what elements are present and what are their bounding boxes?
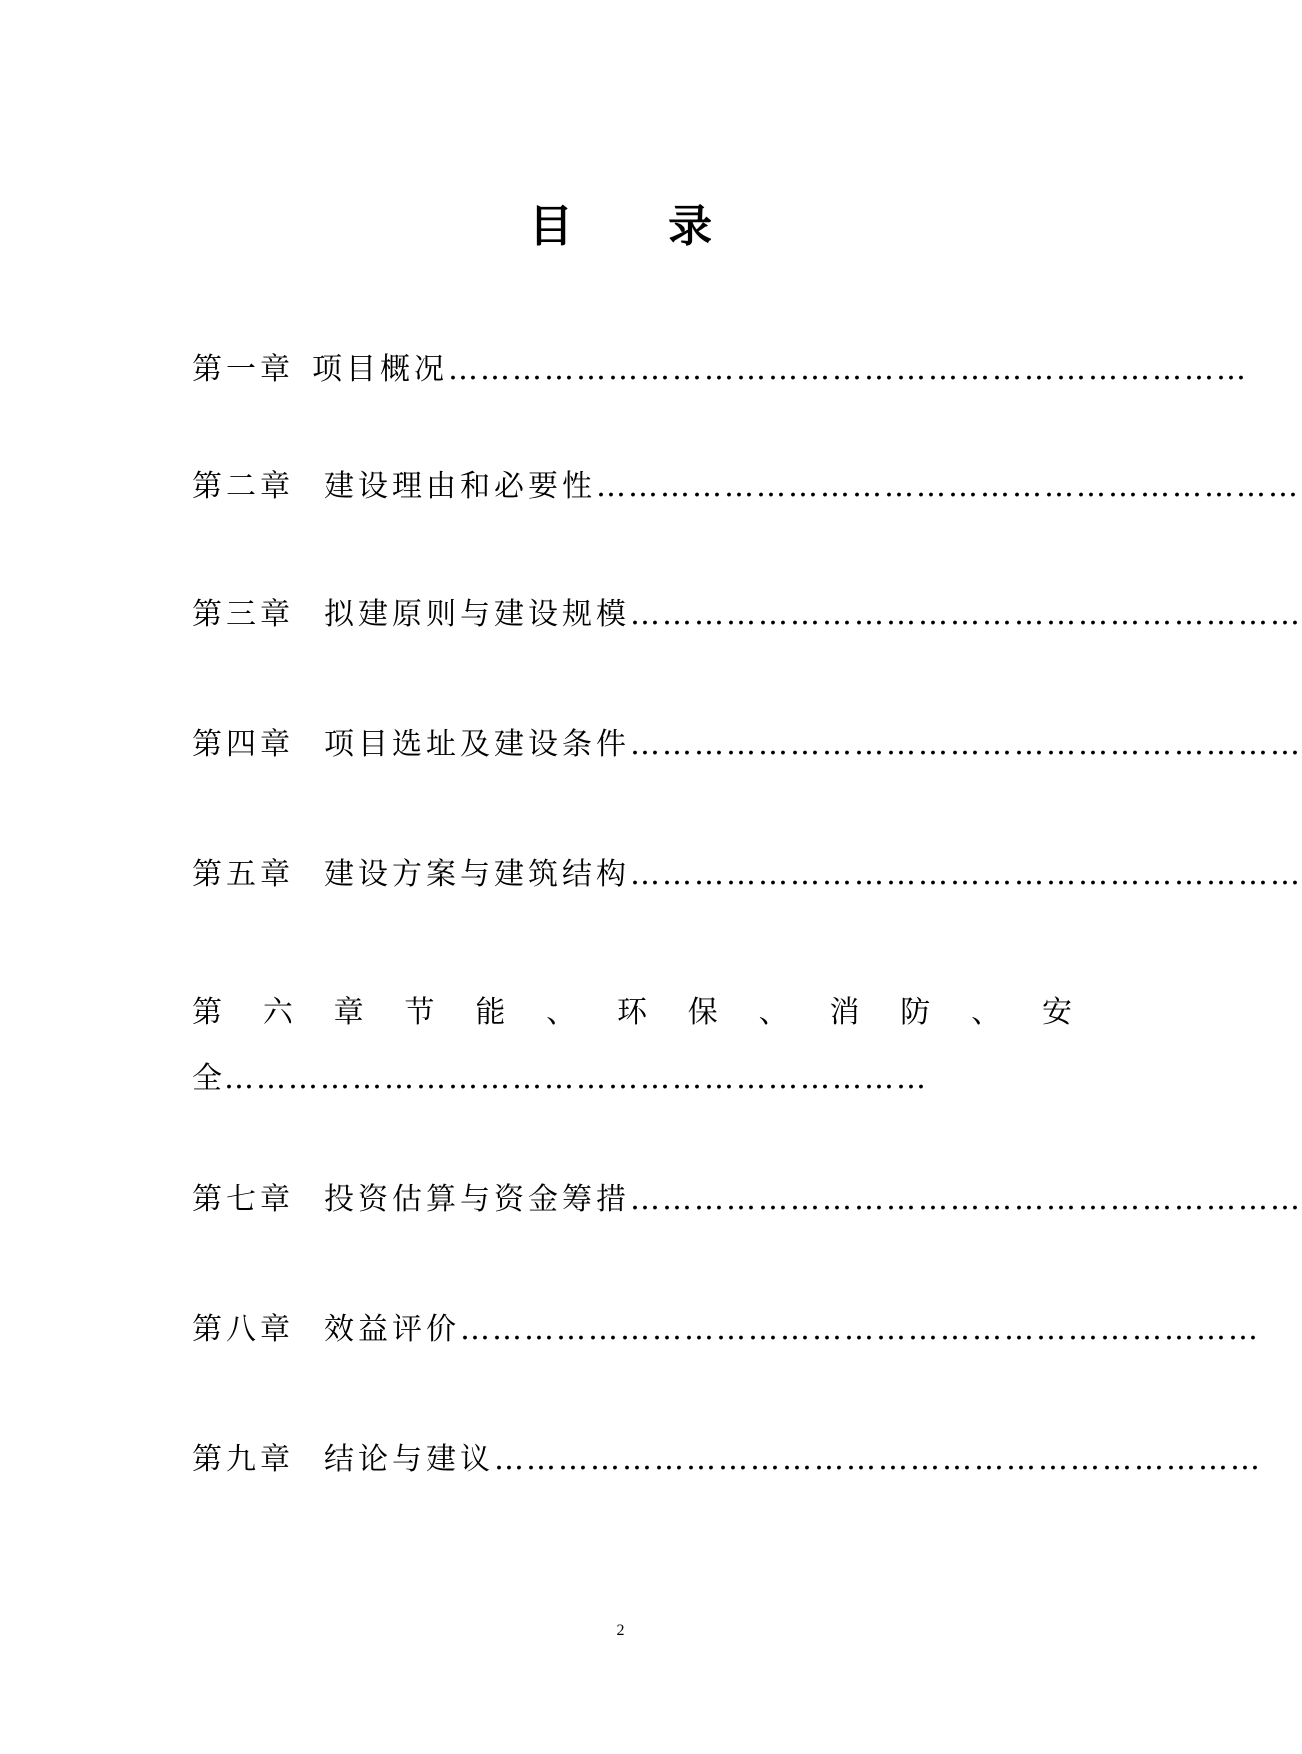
toc-chapter-label: 第一章 (192, 352, 294, 387)
toc-chapter-label: 第九章 (192, 1442, 294, 1477)
toc-char: 能 (475, 995, 506, 1030)
toc-char: 保 (687, 995, 718, 1030)
toc-entry-3[interactable] (192, 597, 1302, 632)
toc-char: 、 (546, 995, 577, 1030)
toc-leader: ………………………………………………………………… (448, 352, 1248, 387)
toc-title: 投资估算与资金筹措 (324, 1182, 630, 1217)
toc-char: 节 (404, 995, 435, 1030)
toc-chapter-label: 第二章 (192, 469, 294, 504)
toc-char: 章 (333, 995, 364, 1030)
toc-char: 消 (829, 995, 860, 1030)
toc-title: 拟建原则与建设规模 (324, 597, 630, 632)
toc-leader: ……………………………………………………… (630, 597, 1302, 632)
toc-entry-justified-line (192, 980, 1072, 1046)
toc-entry-4[interactable] (192, 727, 1302, 762)
toc-title: 项目概况 (312, 352, 448, 387)
toc-leader: ……………………………………………………… (630, 1182, 1302, 1217)
toc-leader: ………………………………………………………… (596, 469, 1300, 504)
toc-char: 第 (192, 995, 222, 1030)
toc-char: 环 (616, 995, 647, 1030)
toc-entry-1[interactable] (192, 352, 1248, 387)
toc-entry-9[interactable] (192, 1442, 1262, 1477)
toc-entry-8[interactable] (192, 1312, 1260, 1347)
toc-title: 建设方案与建筑结构 (324, 857, 630, 892)
toc-title: 建设理由和必要性 (324, 469, 596, 504)
toc-chapter-label: 第三章 (192, 597, 294, 632)
toc-char: 、 (971, 995, 1002, 1030)
toc-title: 效益评价 (324, 1312, 460, 1347)
toc-entry-5[interactable] (192, 857, 1302, 892)
toc-char: 六 (262, 995, 293, 1030)
toc-leader: ………………………………………………………………… (460, 1312, 1260, 1347)
toc-leader: ……………………………………………………… (630, 727, 1302, 762)
toc-title: 项目选址及建设条件 (324, 727, 630, 762)
toc-char: 、 (758, 995, 789, 1030)
toc-leader: ……………………………………………………………… (494, 1442, 1262, 1477)
toc-entry-2[interactable] (192, 469, 1300, 504)
toc-chapter-label: 第四章 (192, 727, 294, 762)
page-title: 目 录 (528, 201, 753, 252)
page-number: 2 (616, 1622, 625, 1639)
toc-entry-continuation: 全………………………………………………………… (192, 1061, 928, 1096)
toc-char: 安 (1041, 995, 1072, 1030)
toc-entry-7[interactable] (192, 1182, 1302, 1217)
toc-leader: ……………………………………………………… (630, 857, 1302, 892)
toc-chapter-label: 第七章 (192, 1182, 294, 1217)
toc-char: 防 (900, 995, 931, 1030)
toc-chapter-label: 第八章 (192, 1312, 294, 1347)
toc-entry-6[interactable] (192, 980, 1072, 1112)
toc-title: 结论与建议 (324, 1442, 494, 1477)
toc-chapter-label: 第五章 (192, 857, 294, 892)
